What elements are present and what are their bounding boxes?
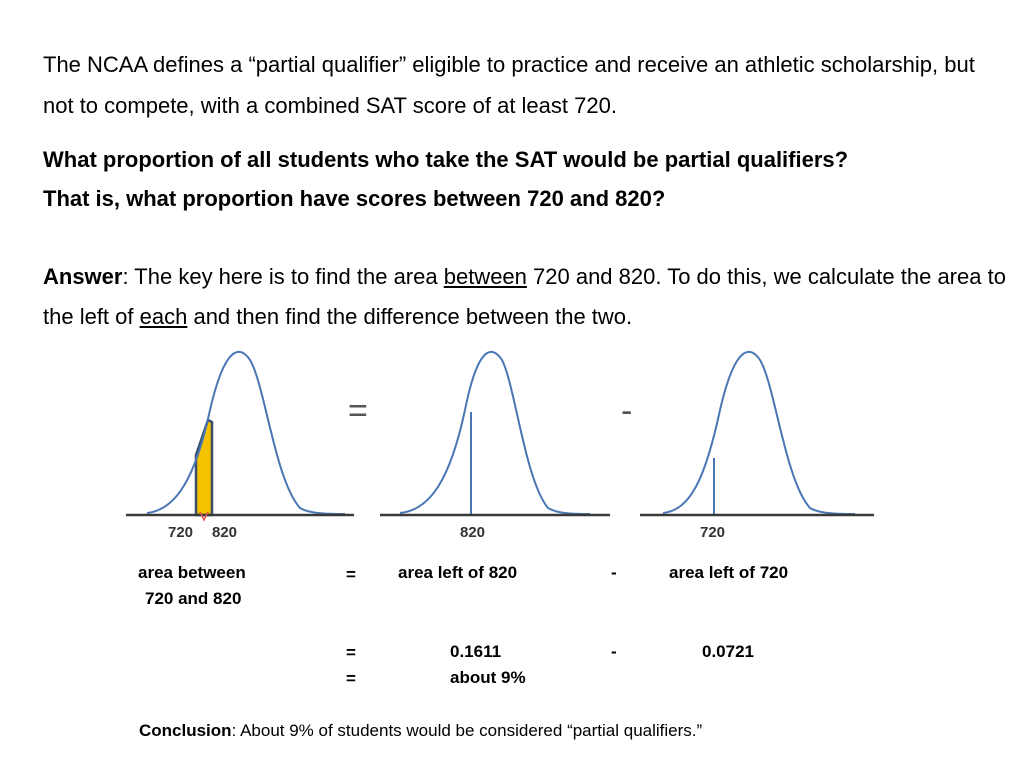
equation-term-left-720: area left of 720 <box>669 563 789 582</box>
answer-part-1: : The key here is to find the area <box>122 264 444 289</box>
answer-label: Answer <box>43 264 123 289</box>
answer-word-between: between <box>443 264 527 289</box>
equation-value-0-1611: 0.1611 <box>450 642 502 661</box>
curve2-label-820: 820 <box>460 524 486 541</box>
equation-left-line-1: area between <box>138 563 246 582</box>
curve1-label-720: 720 <box>168 524 194 541</box>
curve-between <box>147 352 345 514</box>
answer-part-2: 720 and 820. To do this, we calculate the area to the left of <box>43 264 1006 329</box>
conclusion-label: Conclusion <box>139 721 232 740</box>
equation-value-0-0721: 0.0721 <box>702 642 754 661</box>
equation-row2-minus: - <box>611 642 617 661</box>
equation-row1-equals: = <box>346 565 356 584</box>
answer-word-each: each <box>139 304 188 329</box>
curve-left-720 <box>663 352 855 514</box>
question-line-2: That is, what proportion have scores between 720 and 820? <box>43 186 666 211</box>
answer-paragraph <box>43 257 1018 337</box>
normal-curves-diagram <box>0 330 1024 550</box>
curve3-label-720: 720 <box>700 524 726 541</box>
equals-sign: = <box>348 392 368 430</box>
curve-left-820-group <box>380 352 610 541</box>
answer-part-3: and then find the difference between the two. <box>187 304 633 329</box>
equation-row2-equals: = <box>346 643 356 662</box>
question-text <box>43 140 1018 218</box>
intro-paragraph: The NCAA defines a “partial qualifier” eligible to practice and receive an athletic scholarship, but not to compete, with a combined SAT score of at least 720. <box>43 52 975 118</box>
curve-left-720-group <box>640 352 874 541</box>
conclusion-text: : About 9% of students would be considered “partial qualifiers.” <box>231 721 703 740</box>
equation-row1-minus: - <box>611 563 617 582</box>
question-line-1: What proportion of all students who take the SAT would be partial qualifiers? <box>43 147 849 172</box>
equation-term-left-820: area left of 820 <box>398 563 518 582</box>
curve-between-group <box>126 352 354 541</box>
curve-left-820 <box>400 352 590 514</box>
equation-row3-equals: = <box>346 669 356 688</box>
minus-sign: - <box>621 392 633 430</box>
equation-left-line-2: 720 and 820 <box>145 589 242 608</box>
curve1-label-820: 820 <box>212 524 238 541</box>
conclusion <box>139 718 702 744</box>
equation-result-about-9: about 9% <box>450 668 526 687</box>
